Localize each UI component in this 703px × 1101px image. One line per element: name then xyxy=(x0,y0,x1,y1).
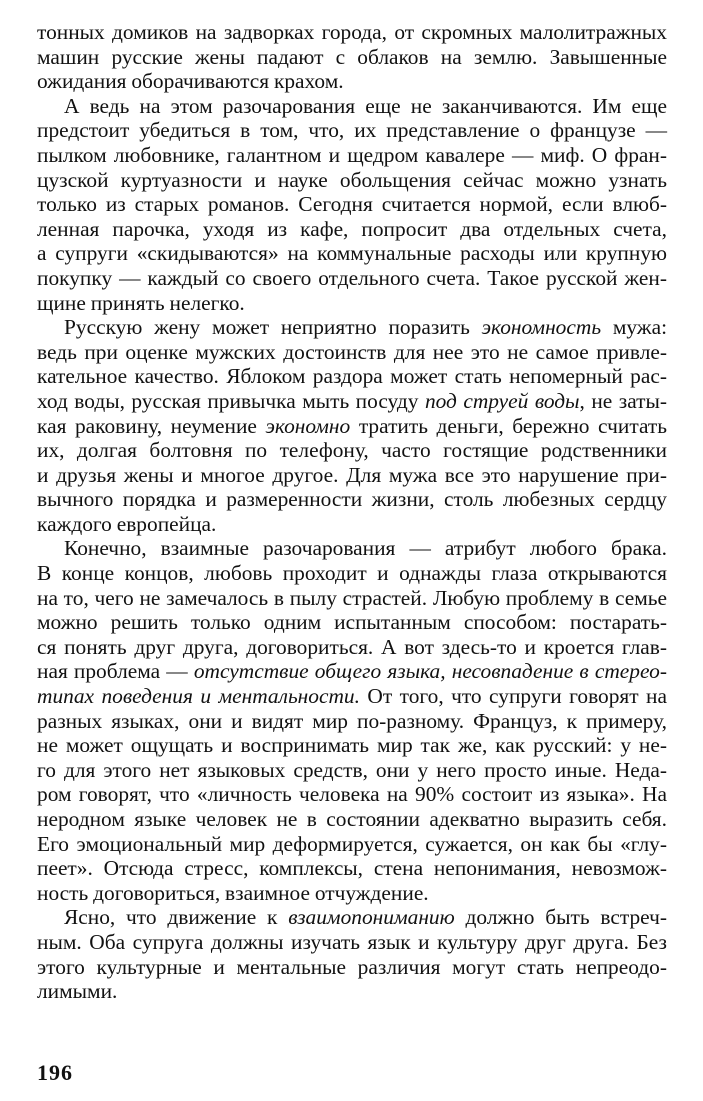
text-line xyxy=(37,979,667,1004)
text-segment: и друзья жены и многое другое. Для мужа все это нарушение при- xyxy=(37,462,667,487)
text-line xyxy=(37,561,667,586)
text-line xyxy=(37,20,667,45)
text-line xyxy=(37,807,667,832)
text-line xyxy=(37,217,667,242)
text-line xyxy=(37,782,667,807)
text-segment: , не заты- xyxy=(579,388,667,413)
text-segment: ведь при оценке мужских достоинств для нее это не самое привле- xyxy=(37,339,667,364)
text-line xyxy=(37,487,667,512)
text-segment: их, долгая болтовня по телефону, часто гостящие родственники xyxy=(37,438,667,463)
text-segment: должно быть встреч- xyxy=(454,905,667,930)
text-line xyxy=(37,463,667,488)
text-line xyxy=(37,635,667,660)
text-segment: пылком любовнике, галантном и щедром кавалере — миф. О фран- xyxy=(37,142,667,167)
text-segment: тратить деньги, бережно считать xyxy=(350,413,667,438)
text-segment: цузской куртуазности и науке обольщения сейчас можно узнать xyxy=(37,167,667,192)
text-line xyxy=(37,340,667,365)
text-segment: каждого европейца. xyxy=(37,511,217,536)
text-line xyxy=(37,192,667,217)
text-segment: ром говорят, что «личность человека на 90% состоит из языка». На xyxy=(37,782,667,807)
text-segment: мужа: xyxy=(601,315,668,340)
text-line xyxy=(37,610,667,635)
text-segment: ность договориться, взаимное отчуждение. xyxy=(37,880,429,905)
text-segment: Конечно, взаимные разочарования — атрибут любого брака. xyxy=(64,536,667,561)
text-line xyxy=(37,955,667,980)
text-segment: разных языках, они и видят мир по-разному. Француз, к примеру, xyxy=(37,708,667,733)
text-line xyxy=(37,733,667,758)
text-line xyxy=(37,143,667,168)
text-segment: А ведь на этом разочарования еще не заканчиваются. Им еще xyxy=(64,93,667,118)
italic-segment: под струей воды xyxy=(424,388,580,413)
text-segment: ход воды, русская привычка мыть посуду xyxy=(37,388,425,413)
text-line xyxy=(37,758,667,783)
paragraph xyxy=(37,94,667,315)
text-segment: кая раковину, неумение xyxy=(37,413,266,438)
text-line xyxy=(37,438,667,463)
text-segment: вычного порядка и размеренности жизни, столь любезных сердцу xyxy=(37,487,667,512)
text-segment: щине принять нелегко. xyxy=(37,290,245,315)
text-segment: не может ощущать и воспринимать мир так же, как русский: у не- xyxy=(37,733,667,758)
text-segment: ная проблема — xyxy=(37,659,194,684)
paragraph xyxy=(37,315,667,536)
text-line xyxy=(37,45,667,70)
text-line xyxy=(37,241,667,266)
text-segment: этого культурные и ментальные различия могут стать непреодо- xyxy=(37,954,667,979)
text-line xyxy=(37,512,667,537)
text-segment: тонных домиков на задворках города, от скромных малолитражных xyxy=(37,20,667,44)
text-segment: пеет». Отсюда стресс, комплексы, стена непонимания, невозмож- xyxy=(37,856,667,881)
text-line xyxy=(37,364,667,389)
text-segment: ным. Оба супруга должны изучать язык и культуру друг друга. Без xyxy=(37,929,667,954)
text-line xyxy=(37,118,667,143)
text-segment: машин русские жены падают с облаков на землю. Завышенные xyxy=(37,44,667,69)
text-segment: а супруги «скидываются» на коммунальные расходы или крупную xyxy=(37,241,667,266)
paragraph xyxy=(37,905,667,1003)
text-line xyxy=(37,856,667,881)
book-page-text xyxy=(37,20,667,1004)
text-segment: лимыми. xyxy=(37,979,118,1004)
text-segment: кательное качество. Яблоком раздора может стать непомерный рас- xyxy=(37,364,667,389)
text-line xyxy=(37,315,667,340)
text-line xyxy=(37,586,667,611)
text-line xyxy=(37,709,667,734)
italic-segment: отсутствие общего языка, несовпадение в стерео- xyxy=(193,659,667,684)
text-segment: Его эмоциональный мир деформируется, сужается, он как бы «глу- xyxy=(37,831,667,856)
text-line xyxy=(37,94,667,119)
text-segment: Ясно, что движение к xyxy=(64,905,289,930)
text-line xyxy=(37,266,667,291)
text-line xyxy=(37,659,667,684)
text-line xyxy=(37,536,667,561)
text-line xyxy=(37,291,667,316)
text-segment: покупку — каждый со своего отдельного счета. Такое русской жен- xyxy=(37,265,667,290)
text-segment: только из старых романов. Сегодня считается нормой, если влюб- xyxy=(37,192,667,217)
text-segment: ожидания оборачиваются крахом. xyxy=(37,69,344,94)
text-line xyxy=(37,414,667,439)
text-line xyxy=(37,905,667,930)
text-line xyxy=(37,684,667,709)
text-segment: предстоит убедиться в том, что, их представление о французе — xyxy=(37,118,667,143)
text-segment: ленная парочка, уходя из кафе, попросит два отдельных счета, xyxy=(37,216,667,241)
paragraph xyxy=(37,20,667,94)
text-line xyxy=(37,930,667,955)
italic-segment: экономность xyxy=(481,315,602,340)
text-line xyxy=(37,168,667,193)
text-segment: От того, что супруги говорят на xyxy=(359,684,667,709)
text-segment: неродном языке человек не в состоянии адекватно выразить себя. xyxy=(37,807,667,831)
text-line xyxy=(37,389,667,414)
text-segment: можно решить только одним испытанным способом: постарать- xyxy=(37,610,667,635)
italic-segment: экономно xyxy=(265,413,351,438)
paragraph xyxy=(37,536,667,905)
text-line xyxy=(37,832,667,857)
text-segment: В конце концов, любовь проходит и однажды глаза открываются xyxy=(37,561,667,586)
italic-segment: взаимопониманию xyxy=(288,905,455,930)
text-segment: на то, чего не замечалось в пылу страстей. Любую проблему в семье xyxy=(37,585,667,610)
text-segment: ся понять друг друга, договориться. А вот здесь-то и кроется глав- xyxy=(37,634,667,659)
italic-segment: типах поведения и ментальности. xyxy=(37,684,360,709)
text-segment: Русскую жену может неприятно поразить xyxy=(64,315,482,340)
text-line xyxy=(37,881,667,906)
page-number: 196 xyxy=(37,1060,73,1085)
text-line xyxy=(37,69,667,94)
text-segment: го для этого нет языковых средств, они у него просто иные. Неда- xyxy=(37,757,667,782)
